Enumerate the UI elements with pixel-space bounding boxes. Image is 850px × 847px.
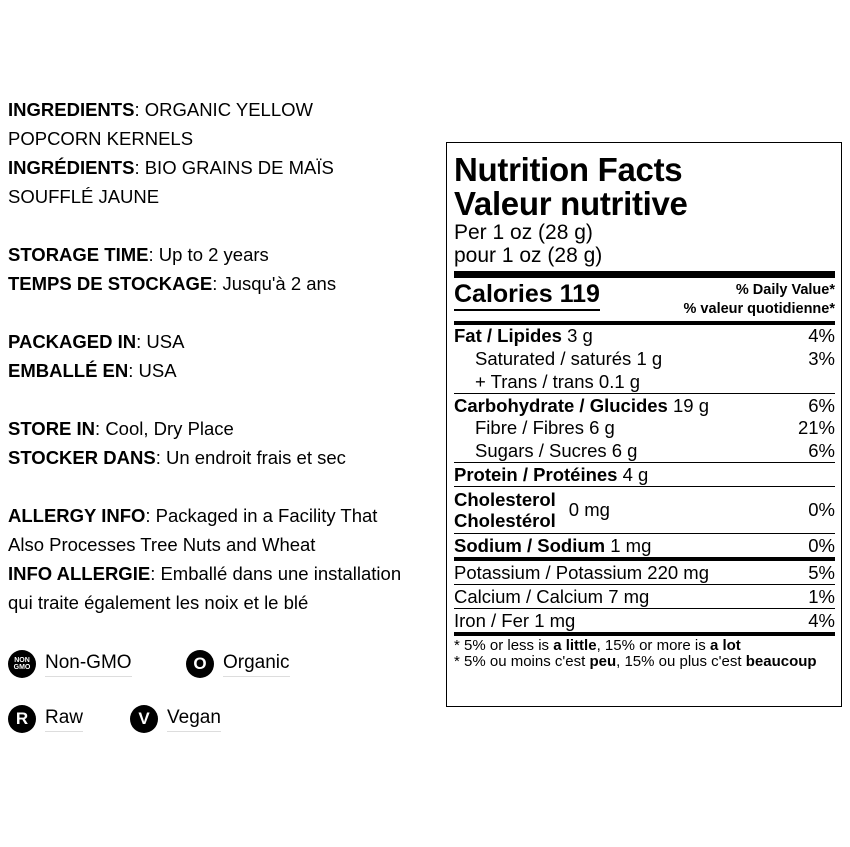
calcium-label: Calcium / Calcium 7 mg — [454, 585, 650, 607]
saturated-row — [454, 347, 835, 370]
footnote-fr: * 5% ou moins c'est peu, 15% ou plus c'est beaucoup — [454, 653, 817, 670]
vegan-icon: V — [130, 705, 158, 733]
fibre-dv: 21% — [797, 417, 835, 438]
storage-time-en-value: : Up to 2 years — [148, 244, 269, 265]
protein-label: Protein / Protéines — [454, 463, 618, 485]
ingredients-fr-label: INGRÉDIENTS — [8, 157, 135, 178]
ingredients-fr-value: : BIO GRAINS DE MAÏS — [134, 157, 334, 178]
saturated-dv: 3% — [808, 347, 835, 369]
ingredients-fr — [8, 153, 438, 182]
daily-value-en: % Daily Value* — [735, 282, 835, 298]
allergy-en — [8, 501, 438, 530]
protein-amount: 4 g — [617, 463, 649, 485]
sodium-amount: 1 mg — [605, 534, 652, 556]
nutrition-title-fr: Valeur nutritive — [454, 185, 688, 222]
packaged-in-en-label: PACKAGED IN — [8, 331, 137, 352]
sodium-label: Sodium / Sodium — [454, 534, 606, 556]
badge-vegan — [130, 703, 221, 735]
badge-label: Vegan — [167, 707, 221, 732]
calcium-dv: 1% — [808, 585, 835, 607]
ingredients-en-value: : ORGANIC YELLOW — [134, 99, 313, 120]
potassium-row — [454, 561, 835, 584]
calories-label: Calories 119 — [454, 281, 600, 311]
sugars-label: Sugars / Sucres 6 g — [475, 439, 638, 461]
sodium-dv: 0% — [808, 534, 835, 556]
iron-dv: 4% — [808, 609, 835, 631]
sugars-dv: 6% — [808, 439, 835, 461]
ingredients-en-cont: POPCORN KERNELS — [8, 128, 194, 149]
footnote-en: * 5% or less is a little, 15% or more is a lot — [454, 637, 741, 654]
packaged-in-fr-value: : USA — [128, 360, 177, 381]
badge-raw — [8, 703, 83, 735]
badge-organic — [186, 648, 290, 680]
allergy-fr-value: : Emballé dans une installation — [150, 563, 402, 584]
packaged-in-fr — [8, 356, 438, 385]
allergy-fr-cont: qui traite également les noix et le blé — [8, 592, 309, 613]
ingredients-en-label: INGREDIENTS — [8, 99, 135, 120]
packaged-in-en-value: : USA — [136, 331, 185, 352]
ingredients-en — [8, 95, 438, 124]
cholesterol-amount: 0 mg — [568, 499, 610, 520]
carbohydrate-dv: 6% — [808, 394, 835, 416]
serving-size-fr: pour 1 oz (28 g) — [454, 244, 603, 267]
sugars-row — [454, 439, 835, 462]
fat-label: Fat / Lipides — [454, 325, 562, 346]
badge-label: Organic — [223, 652, 290, 677]
fat-dv: 4% — [808, 325, 835, 346]
storage-time-fr-label: TEMPS DE STOCKAGE — [8, 273, 213, 294]
organic-icon: O — [186, 650, 214, 678]
badge-label: Raw — [45, 707, 83, 732]
daily-value-header — [684, 281, 835, 319]
footnote — [454, 636, 835, 670]
fat-amount: 3 g — [561, 325, 593, 346]
product-info — [8, 95, 438, 617]
storage-time-en-label: STORAGE TIME — [8, 244, 149, 265]
trans-row — [454, 370, 835, 393]
potassium-dv: 5% — [808, 561, 835, 583]
carbohydrate-amount: 19 g — [667, 394, 709, 416]
packaged-in-fr-label: EMBALLÉ EN — [8, 360, 129, 381]
storage-time-fr — [8, 269, 438, 298]
iron-row — [454, 609, 835, 632]
allergy-en-label: ALLERGY INFO — [8, 505, 146, 526]
store-in-fr-value: : Un endroit frais et sec — [155, 447, 346, 468]
nutrition-title-en: Nutrition Facts — [454, 151, 683, 188]
store-in-en — [8, 414, 438, 443]
store-in-en-label: STORE IN — [8, 418, 96, 439]
fat-row — [454, 325, 835, 347]
storage-time-en — [8, 240, 438, 269]
carbohydrate-label: Carbohydrate / Glucides — [454, 394, 668, 416]
calcium-row — [454, 585, 835, 608]
protein-row — [454, 463, 835, 486]
nutrition-facts-table — [446, 142, 842, 707]
non-gmo-icon: NON GMO — [8, 650, 36, 678]
calories-row — [454, 278, 835, 321]
allergy-fr — [8, 559, 438, 588]
potassium-label: Potassium / Potassium 220 mg — [454, 561, 709, 583]
cholesterol-en: Cholesterol — [454, 489, 556, 510]
store-in-fr — [8, 443, 438, 472]
storage-time-fr-value: : Jusqu'à 2 ans — [212, 273, 337, 294]
carbohydrate-row — [454, 394, 835, 417]
iron-label: Iron / Fer 1 mg — [454, 609, 576, 631]
badge-non-gmo — [8, 648, 132, 680]
ingredients-fr-cont: SOUFFLÉ JAUNE — [8, 186, 160, 207]
store-in-fr-label: STOCKER DANS — [8, 447, 156, 468]
saturated-label: Saturated / saturés 1 g — [475, 347, 663, 369]
allergy-en-value: : Packaged in a Facility That — [145, 505, 378, 526]
cholesterol-dv: 0% — [808, 499, 835, 520]
cholesterol-row — [454, 487, 835, 533]
badge-label: Non-GMO — [45, 652, 132, 677]
trans-label: + Trans / trans 0.1 g — [475, 370, 641, 392]
raw-icon: R — [8, 705, 36, 733]
serving-size-en: Per 1 oz (28 g) — [454, 221, 593, 244]
sodium-row — [454, 534, 835, 557]
packaged-in-en — [8, 327, 438, 356]
store-in-en-value: : Cool, Dry Place — [95, 418, 234, 439]
fibre-label: Fibre / Fibres 6 g — [475, 417, 615, 438]
daily-value-fr: % valeur quotidienne* — [683, 301, 835, 317]
allergy-en-cont: Also Processes Tree Nuts and Wheat — [8, 534, 316, 555]
allergy-fr-label: INFO ALLERGIE — [8, 563, 151, 584]
cholesterol-fr: Cholestérol — [454, 510, 556, 531]
fibre-row — [454, 417, 835, 439]
cholesterol-label — [454, 489, 556, 531]
